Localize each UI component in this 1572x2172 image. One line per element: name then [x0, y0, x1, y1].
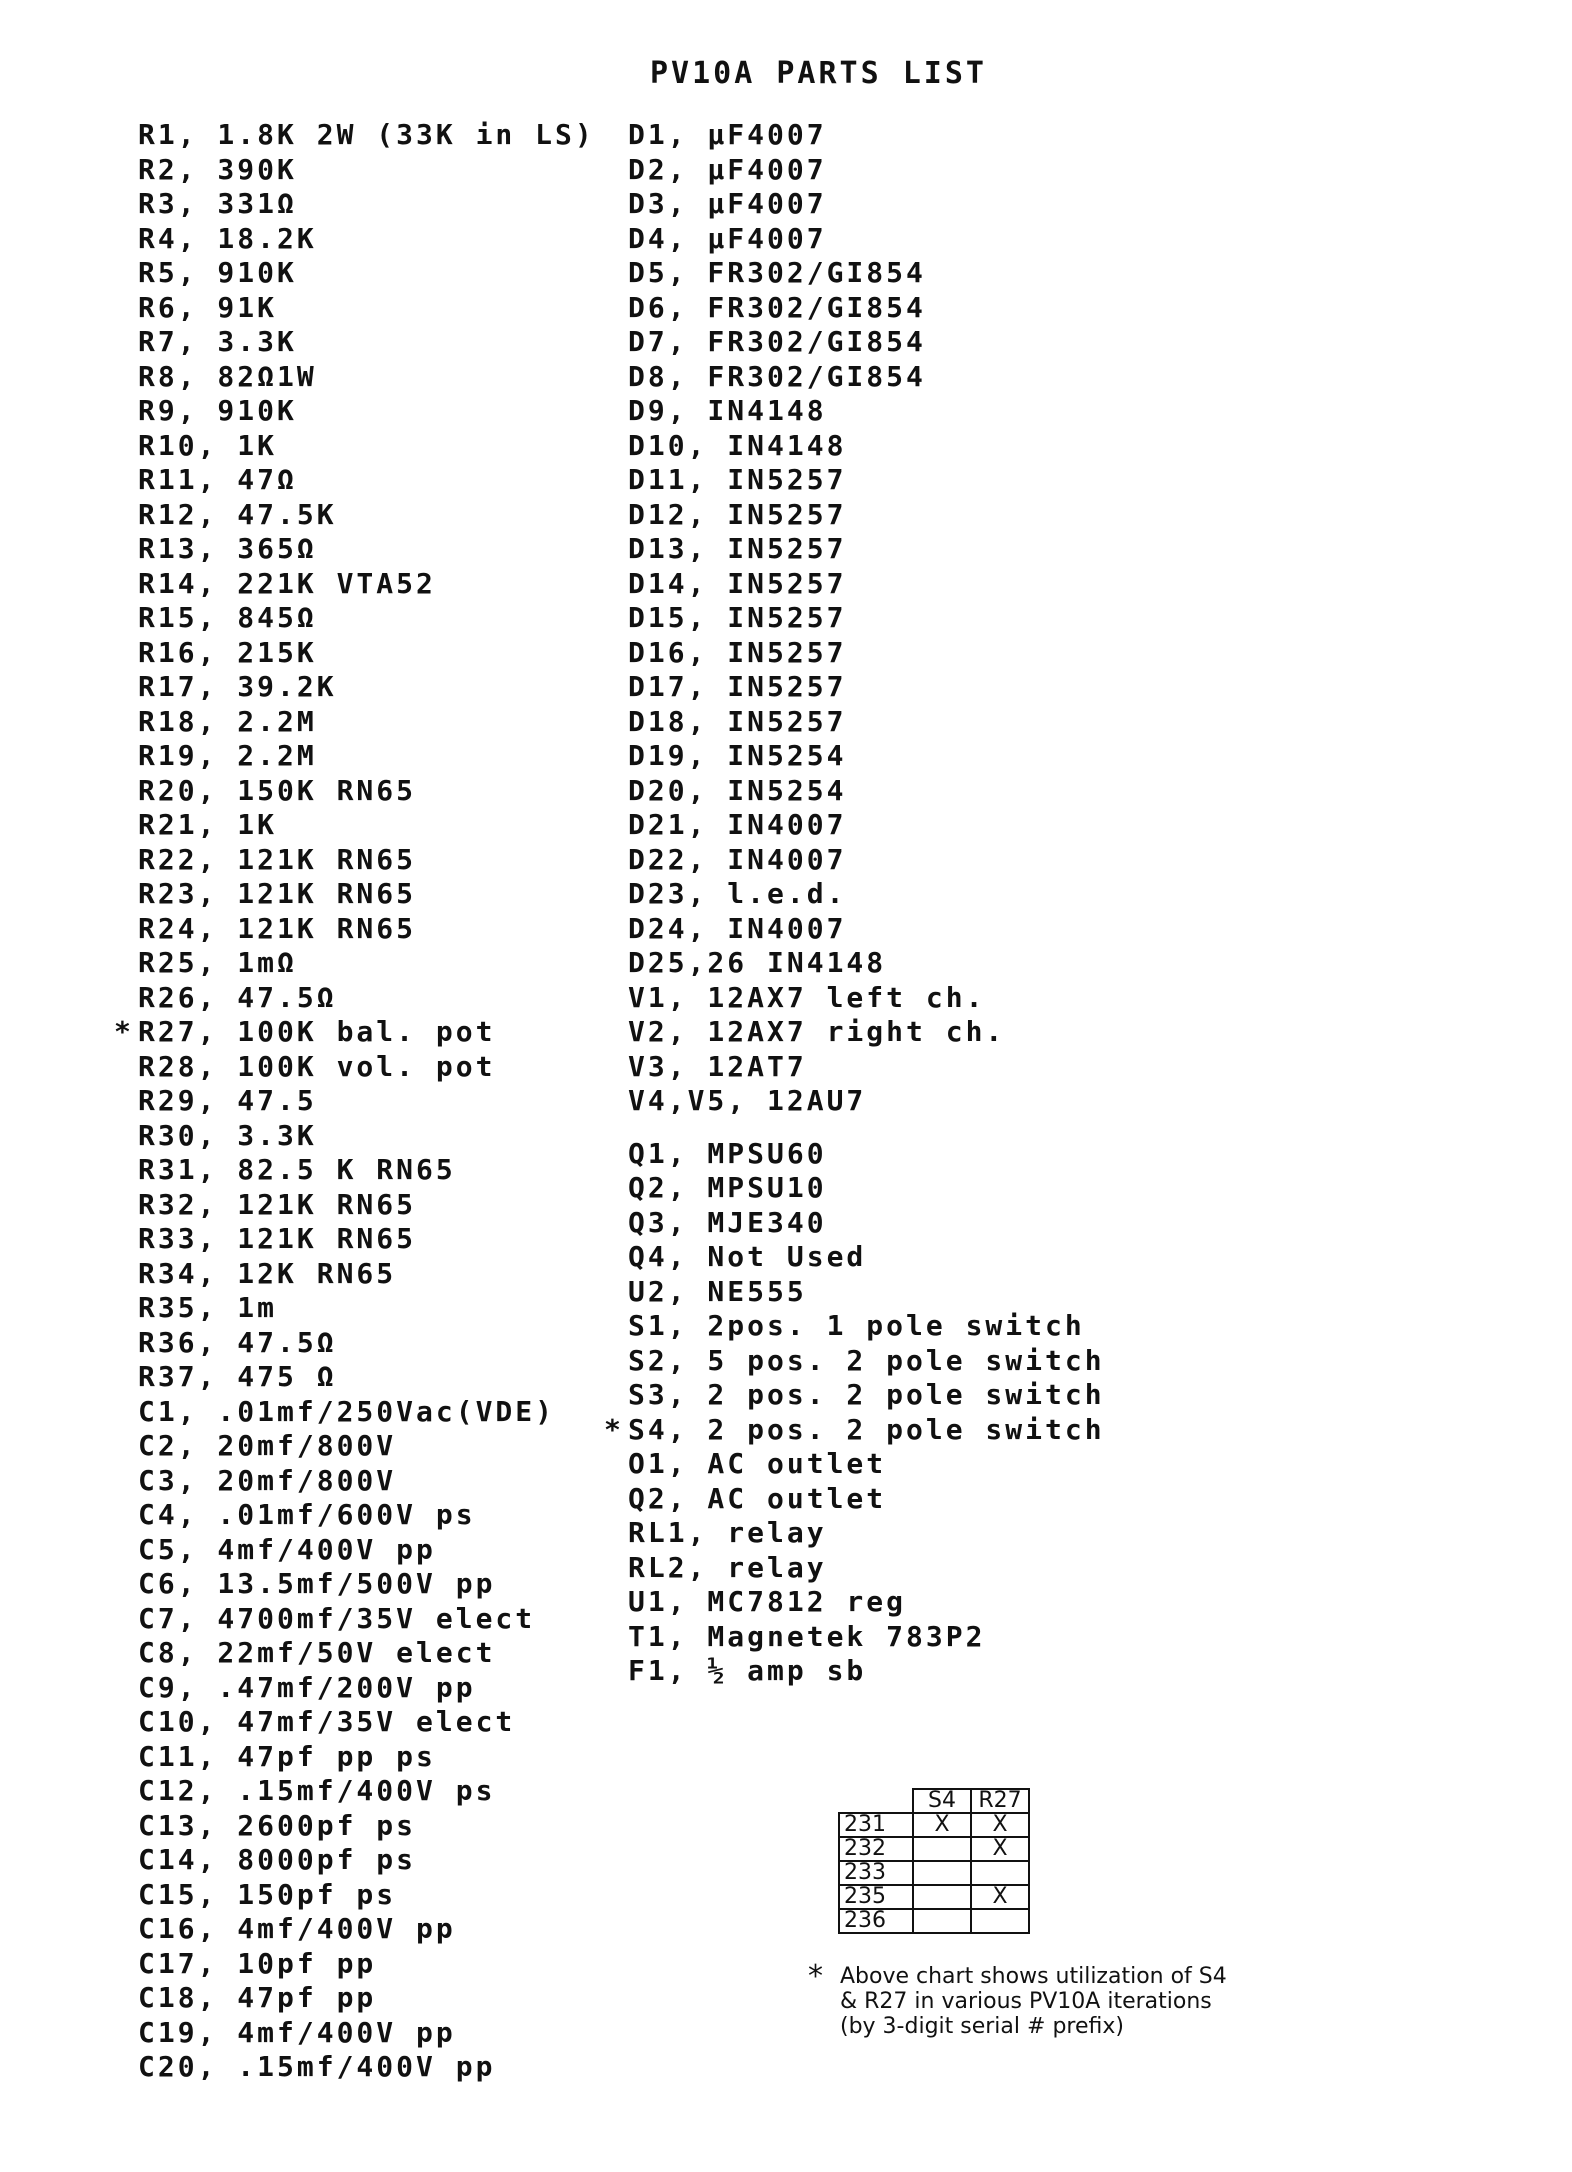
table-header-s4: S4 [913, 1789, 971, 1813]
part-entry-text: S1, 2pos. 1 pole switch [628, 1309, 1085, 1342]
part-entry-text: R10, 1K [138, 428, 278, 462]
part-entry-text: C10, 47mf/35V elect [138, 1705, 516, 1738]
part-entry-text: R16, 215K [138, 635, 317, 669]
footnote-asterisk: * [808, 1959, 823, 1994]
part-entry [628, 1206, 1105, 1241]
part-entry-text: R28, 100K vol. pot [138, 1049, 496, 1083]
part-entry-text: C17, 10pf pp [138, 1946, 377, 1980]
part-entry-text: R30, 3.3K [138, 1118, 317, 1152]
part-entry-text: R4, 18.2K [138, 221, 317, 255]
part-entry-text: R32, 121K RN65 [138, 1187, 417, 1221]
r27-cell: X [971, 1837, 1029, 1861]
part-entry-text: C16, 4mf/400V pp [138, 1912, 456, 1945]
part-entry-text: R22, 121K RN65 [138, 842, 417, 876]
part-entry [628, 567, 1105, 602]
part-entry-text: R19, 2.2M [138, 739, 317, 772]
part-entry-text: R21, 1K [138, 808, 278, 841]
s4-cell: X [913, 1813, 971, 1837]
part-entry-text: C15, 150pf ps [138, 1877, 397, 1911]
part-entry [628, 325, 1105, 360]
part-entry [138, 1084, 595, 1119]
part-entry-text: R37, 475 Ω [138, 1360, 337, 1393]
part-entry-text: D3, µF4007 [628, 187, 827, 220]
s4-cell [913, 1837, 971, 1861]
part-entry-text: D16, IN5257 [628, 635, 847, 669]
part-entry-text: R31, 82.5 K RN65 [138, 1153, 456, 1186]
part-entry-text: R29, 47.5 [138, 1084, 317, 1117]
part-entry [628, 1084, 1105, 1119]
part-entry [628, 636, 1105, 671]
part-entry [628, 843, 1105, 878]
parts-list-left-column [114, 118, 595, 2085]
part-entry-text: D6, FR302/GI854 [628, 290, 926, 324]
part-entry-text: C4, .01mf/600V ps [138, 1498, 476, 1531]
part-entry [628, 1275, 1105, 1310]
part-entry [138, 1395, 595, 1430]
part-entry [628, 946, 1105, 981]
part-entry [628, 291, 1105, 326]
part-entry [138, 429, 595, 464]
part-entry [138, 1291, 595, 1326]
part-entry-text: C1, .01mf/250Vac(VDE) [138, 1394, 556, 1428]
part-entry [138, 1188, 595, 1223]
section-gap [628, 1119, 1105, 1137]
serial-cell: 233 [839, 1861, 913, 1885]
part-entry-text: C9, .47mf/200V pp [138, 1670, 476, 1704]
part-entry [628, 360, 1105, 395]
part-entry-text: D7, FR302/GI854 [628, 325, 926, 358]
part-entry [138, 1533, 595, 1568]
part-entry-text: R20, 150K RN65 [138, 773, 417, 807]
part-entry-text: F1, ½ amp sb [628, 1654, 867, 1687]
part-entry-text: C2, 20mf/800V [138, 1429, 397, 1462]
part-entry [628, 739, 1105, 774]
part-entry [628, 498, 1105, 533]
part-entry-text: Q2, MPSU10 [628, 1171, 827, 1204]
part-entry-text: V2, 12AX7 right ch. [628, 1015, 1006, 1048]
part-entry [138, 256, 595, 291]
part-entry-text: R12, 47.5K [138, 497, 337, 531]
part-entry-text: Q4, Not Used [628, 1240, 867, 1273]
part-entry [138, 1809, 595, 1844]
part-entry [628, 463, 1105, 498]
part-entry [138, 1222, 595, 1257]
part-entry-text: C19, 4mf/400V pp [138, 2015, 456, 2049]
s4-cell [913, 1885, 971, 1909]
part-entry [628, 429, 1105, 464]
part-entry-text: R6, 91K [138, 290, 278, 324]
part-entry-text: R9, 910K [138, 394, 297, 427]
part-entry-text: R27, 100K bal. pot [138, 1015, 496, 1048]
part-entry-text: D13, IN5257 [628, 532, 847, 565]
part-entry-text: C20, .15mf/400V pp [138, 2050, 496, 2083]
part-entry [138, 187, 595, 222]
part-entry-text: D4, µF4007 [628, 221, 827, 255]
part-entry [628, 1050, 1105, 1085]
part-entry [628, 1482, 1105, 1517]
part-entry [138, 1981, 595, 2016]
part-entry-text: U1, MC7812 reg [628, 1585, 907, 1618]
part-entry [628, 808, 1105, 843]
part-entry [138, 1153, 595, 1188]
part-entry [628, 601, 1105, 636]
part-entry [138, 1360, 595, 1395]
part-entry [628, 1309, 1105, 1344]
part-entry [138, 739, 595, 774]
part-entry-text: O1, AC outlet [628, 1447, 887, 1480]
part-entry [138, 705, 595, 740]
part-entry-text: Q3, MJE340 [628, 1205, 827, 1239]
part-entry-text: RL1, relay [628, 1516, 827, 1549]
part-entry [138, 670, 595, 705]
part-entry-text: D8, FR302/GI854 [628, 359, 926, 393]
table-row [839, 1885, 1029, 1909]
part-entry [628, 670, 1105, 705]
part-entry-text: R13, 365Ω [138, 532, 317, 565]
part-entry [138, 1498, 595, 1533]
part-entry [138, 360, 595, 395]
part-entry-text: D11, IN5257 [628, 463, 847, 496]
part-entry [628, 1654, 1105, 1689]
r27-cell: X [971, 1813, 1029, 1837]
part-entry [628, 1378, 1105, 1413]
part-entry [138, 463, 595, 498]
part-entry-text: S2, 5 pos. 2 pole switch [628, 1343, 1105, 1377]
part-entry-text: D23, l.e.d. [628, 877, 847, 910]
part-entry [138, 1602, 595, 1637]
table-header-r27: R27 [971, 1789, 1029, 1813]
part-entry-text: Q1, MPSU60 [628, 1136, 827, 1170]
part-entry [138, 808, 595, 843]
part-entry-text: C13, 2600pf ps [138, 1808, 417, 1842]
part-entry [628, 912, 1105, 947]
part-entry-text: D9, IN4148 [628, 394, 827, 427]
part-entry-text: R25, 1mΩ [138, 946, 297, 979]
part-entry [628, 1240, 1105, 1275]
part-entry [138, 1050, 595, 1085]
table-row [839, 1837, 1029, 1861]
serial-cell: 236 [839, 1909, 913, 1933]
part-entry [138, 1774, 595, 1809]
part-entry-text: D5, FR302/GI854 [628, 256, 926, 289]
table-row [839, 1861, 1029, 1885]
s4-cell [913, 1909, 971, 1933]
part-entry [628, 153, 1105, 188]
part-entry-text: D2, µF4007 [628, 152, 827, 186]
part-entry [628, 118, 1105, 153]
part-entry [628, 1171, 1105, 1206]
part-entry-text: D15, IN5257 [628, 601, 847, 634]
part-entry [628, 222, 1105, 257]
r27-cell [971, 1909, 1029, 1933]
footnote-text: Above chart shows utilization of S4 & R27 in various PV10A iterations (by 3-digit serial # prefix) [840, 1964, 1227, 2039]
part-entry-text: V3, 12AT7 [628, 1049, 807, 1083]
part-entry [138, 532, 595, 567]
part-entry [628, 981, 1105, 1016]
serial-cell: 232 [839, 1837, 913, 1861]
part-entry-text: R11, 47Ω [138, 463, 297, 496]
s4-cell [913, 1861, 971, 1885]
part-entry [628, 1344, 1105, 1379]
part-entry [138, 1878, 595, 1913]
part-entry-text: R35, 1m [138, 1291, 278, 1324]
part-entry-text: D10, IN4148 [628, 428, 847, 462]
part-entry-text: R5, 910K [138, 256, 297, 289]
part-entry [628, 1447, 1105, 1482]
part-entry [628, 1516, 1105, 1551]
part-entry-text: R18, 2.2M [138, 704, 317, 738]
part-entry-text: D22, IN4007 [628, 842, 847, 876]
part-entry [628, 705, 1105, 740]
part-entry-text: RL2, relay [628, 1550, 827, 1584]
part-entry-text: R24, 121K RN65 [138, 911, 417, 945]
part-entry-text: D21, IN4007 [628, 808, 847, 841]
part-entry-text: D20, IN5254 [628, 773, 847, 807]
part-entry [138, 2016, 595, 2051]
part-entry-text: V4,V5, 12AU7 [628, 1084, 867, 1117]
page-title: PV10A PARTS LIST [650, 56, 987, 91]
part-entry [138, 601, 595, 636]
part-entry [138, 567, 595, 602]
part-entry [138, 1464, 595, 1499]
part-entry-text: R26, 47.5Ω [138, 980, 337, 1014]
part-entry [138, 153, 595, 188]
part-entry [138, 636, 595, 671]
part-entry [138, 912, 595, 947]
part-entry [138, 1567, 595, 1602]
part-entry [138, 498, 595, 533]
serial-utilization-table [838, 1788, 1030, 1934]
part-entry-text: R15, 845Ω [138, 601, 317, 634]
serial-cell: 235 [839, 1885, 913, 1909]
part-entry-text: R1, 1.8K 2W (33K in LS) [138, 118, 595, 151]
part-entry [628, 877, 1105, 912]
part-entry [138, 843, 595, 878]
part-entry-text: C3, 20mf/800V [138, 1463, 397, 1497]
part-entry [628, 774, 1105, 809]
part-entry [138, 1429, 595, 1464]
table-row [839, 1813, 1029, 1837]
part-entry-text: D12, IN5257 [628, 497, 847, 531]
part-entry-text: D25,26 IN4148 [628, 946, 887, 979]
part-entry [628, 532, 1105, 567]
part-entry-text: S4, 2 pos. 2 pole switch [628, 1412, 1105, 1446]
part-entry: * R27, 100K bal. pot [114, 1015, 496, 1048]
part-entry [628, 1551, 1105, 1586]
part-entry [138, 2050, 595, 2085]
serial-cell: 231 [839, 1813, 913, 1837]
part-entry-text: C8, 22mf/50V elect [138, 1636, 496, 1669]
part-entry [138, 1671, 595, 1706]
part-entry-text: R8, 82Ω1W [138, 359, 317, 393]
part-entry [628, 1137, 1105, 1172]
part-entry [628, 187, 1105, 222]
part-entry-text: C6, 13.5mf/500V pp [138, 1567, 496, 1600]
part-entry [138, 1843, 595, 1878]
parts-list-right-column [604, 118, 1105, 1689]
part-entry [138, 1705, 595, 1740]
part-entry [138, 1740, 595, 1775]
part-entry-text: R23, 121K RN65 [138, 877, 417, 910]
part-entry-text: C11, 47pf pp ps [138, 1739, 436, 1773]
part-entry-text: D18, IN5257 [628, 704, 847, 738]
r27-cell [971, 1861, 1029, 1885]
part-entry-text: S3, 2 pos. 2 pole switch [628, 1378, 1105, 1411]
part-entry [628, 1620, 1105, 1655]
part-entry-text: V1, 12AX7 left ch. [628, 980, 986, 1014]
part-entry-text: D14, IN5257 [628, 566, 847, 600]
part-entry [138, 1326, 595, 1361]
part-entry [138, 946, 595, 981]
part-entry [138, 1257, 595, 1292]
part-entry [138, 877, 595, 912]
part-entry [628, 394, 1105, 429]
part-entry-text: R34, 12K RN65 [138, 1256, 397, 1290]
part-entry [138, 1912, 595, 1947]
part-entry-text: C12, .15mf/400V ps [138, 1774, 496, 1807]
part-entry [628, 1585, 1105, 1620]
part-entry-text: T1, Magnetek 783P2 [628, 1619, 986, 1653]
part-entry [138, 981, 595, 1016]
chart-footnote [808, 1959, 1238, 2039]
part-entry-text: U2, NE555 [628, 1274, 807, 1308]
part-entry-text: R14, 221K VTA52 [138, 566, 436, 600]
table-row [839, 1909, 1029, 1933]
part-entry-text: R17, 39.2K [138, 670, 337, 703]
part-entry-text: C14, 8000pf ps [138, 1843, 417, 1876]
part-entry [138, 1119, 595, 1154]
part-entry [138, 291, 595, 326]
part-entry-text: R2, 390K [138, 152, 297, 186]
part-entry [138, 1947, 595, 1982]
part-entry-text: R7, 3.3K [138, 325, 297, 358]
part-entry-text: Q2, AC outlet [628, 1481, 887, 1515]
part-entry: * S4, 2 pos. 2 pole switch [604, 1412, 1105, 1446]
part-entry [138, 1636, 595, 1671]
part-entry [138, 222, 595, 257]
part-entry [138, 394, 595, 429]
part-entry-text: R33, 121K RN65 [138, 1222, 417, 1255]
table-corner [839, 1789, 913, 1813]
part-entry-text: D24, IN4007 [628, 911, 847, 945]
part-entry-text: C7, 4700mf/35V elect [138, 1601, 536, 1635]
part-entry-text: R3, 331Ω [138, 187, 297, 220]
part-entry-text: D17, IN5257 [628, 670, 847, 703]
part-entry [138, 325, 595, 360]
part-entry [628, 256, 1105, 291]
part-entry [138, 118, 595, 153]
part-entry-text: D1, µF4007 [628, 118, 827, 151]
part-entry-text: C5, 4mf/400V pp [138, 1532, 436, 1566]
part-entry-text: D19, IN5254 [628, 739, 847, 772]
r27-cell: X [971, 1885, 1029, 1909]
part-entry-text: C18, 47pf pp [138, 1981, 377, 2014]
part-entry [628, 1015, 1105, 1050]
part-entry [138, 774, 595, 809]
part-entry-text: R36, 47.5Ω [138, 1325, 337, 1359]
